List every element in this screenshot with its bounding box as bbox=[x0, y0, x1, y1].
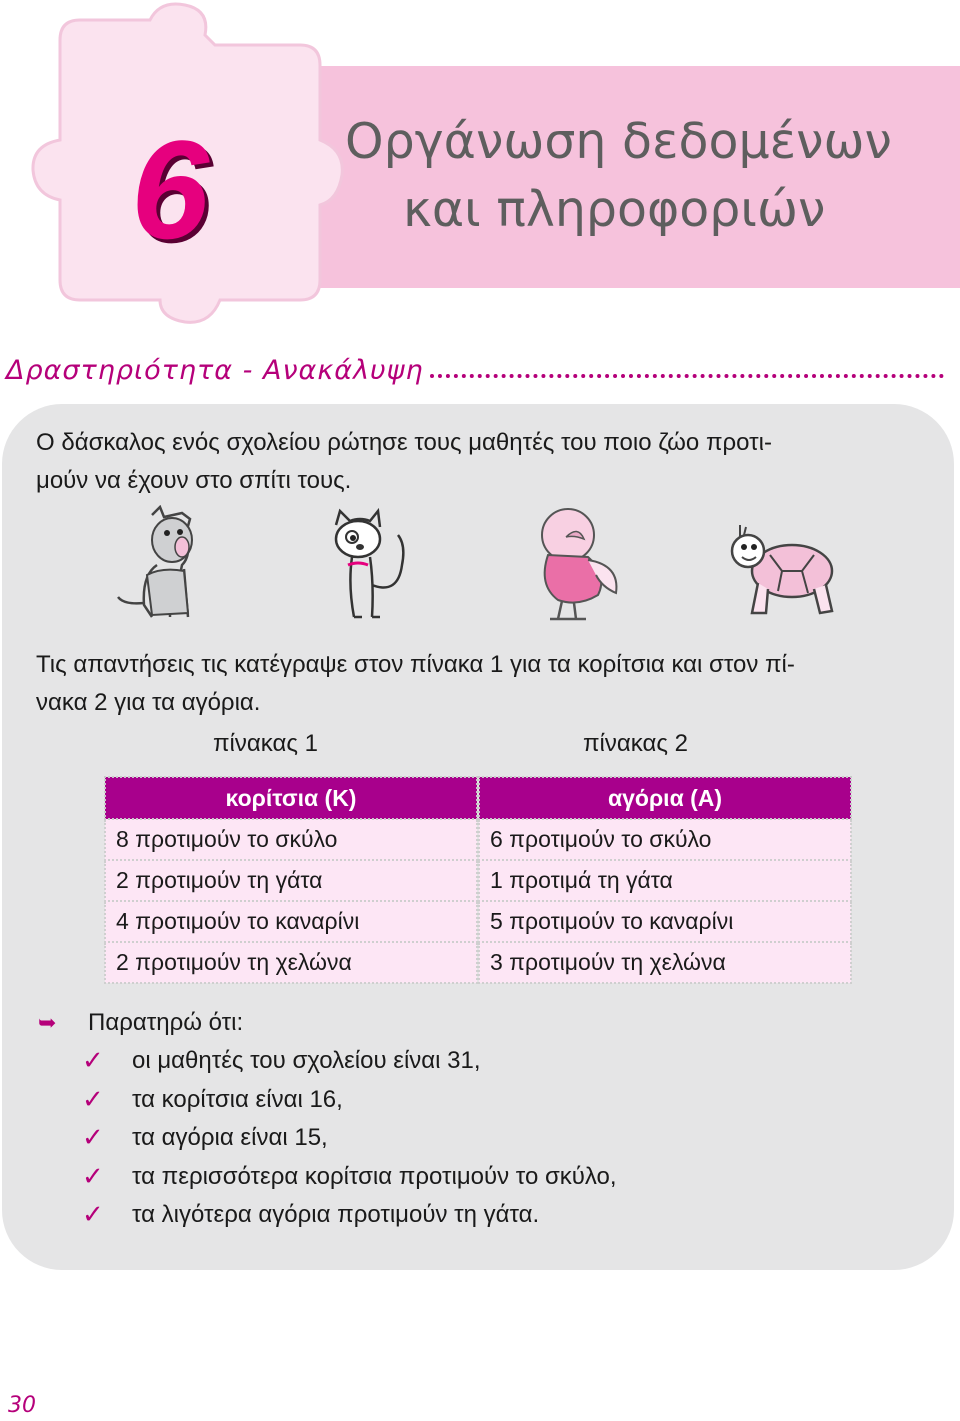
chapter-title bbox=[345, 108, 945, 244]
table-girls bbox=[104, 776, 478, 984]
list-item bbox=[38, 1081, 617, 1120]
table-cell: 5 προτιμούν το καναρίνι bbox=[479, 901, 851, 942]
table-row bbox=[105, 901, 477, 942]
list-item bbox=[38, 1158, 617, 1197]
table-cell: 3 προτιμούν τη χελώνα bbox=[479, 942, 851, 983]
table-row bbox=[479, 901, 851, 942]
table-row bbox=[105, 860, 477, 901]
chapter-title-line-1: Οργάνωση δεδομένων bbox=[345, 113, 892, 170]
table-row bbox=[479, 860, 851, 901]
activity-dotted-rule bbox=[430, 373, 944, 378]
activity-heading bbox=[6, 346, 956, 386]
records-line-2: νακα 2 για τα αγόρια. bbox=[36, 689, 261, 716]
chapter-number: 6 bbox=[131, 111, 209, 268]
list-item-text: τα λιγότερα αγόρια προτιμούν τη γάτα. bbox=[132, 1201, 540, 1229]
table-row bbox=[105, 819, 477, 860]
observations-heading-row bbox=[38, 1004, 617, 1042]
check-icon: ✓ bbox=[82, 1200, 104, 1231]
list-item-text: τα κορίτσια είναι 16, bbox=[132, 1085, 343, 1113]
records-line-1: Τις απαντήσεις τις κατέγραψε στον πίνακα 1 για τα κορίτσια και στον πί- bbox=[36, 651, 795, 678]
intro-line-2: μούν να έχουν στο σπίτι τους. bbox=[36, 467, 352, 494]
table-1-caption: πίνακας 1 bbox=[213, 730, 318, 757]
table-boys-header: αγόρια (Α) bbox=[479, 777, 851, 819]
table-2-caption: πίνακας 2 bbox=[583, 730, 688, 757]
dog-icon bbox=[112, 505, 222, 625]
table-cell: 6 προτιμούν το σκύλο bbox=[479, 819, 851, 860]
table-row bbox=[479, 819, 851, 860]
table-cell: 2 προτιμούν τη χελώνα bbox=[105, 942, 477, 983]
table-row bbox=[105, 942, 477, 983]
table-cell: 1 προτιμά τη γάτα bbox=[479, 860, 851, 901]
check-icon: ✓ bbox=[82, 1161, 104, 1192]
chapter-title-line-2: και πληροφοριών bbox=[403, 181, 826, 238]
observations-list bbox=[38, 1042, 617, 1235]
arrow-right-icon: ➥ bbox=[38, 1010, 57, 1035]
list-item-text: οι μαθητές του σχολείου είναι 31, bbox=[132, 1047, 481, 1075]
observations bbox=[38, 1004, 617, 1235]
check-icon: ✓ bbox=[82, 1046, 104, 1077]
list-item bbox=[38, 1196, 617, 1235]
check-icon: ✓ bbox=[82, 1084, 104, 1115]
table-row bbox=[479, 942, 851, 983]
table-girls-header: κορίτσια (Κ) bbox=[105, 777, 477, 819]
activity-label: Δραστηριότητα - Ανακάλυψη bbox=[6, 355, 424, 386]
turtle-icon bbox=[722, 505, 842, 625]
list-item bbox=[38, 1042, 617, 1081]
list-item-text: τα περισσότερα κορίτσια προτιμούν το σκύλο, bbox=[132, 1162, 617, 1190]
table-cell: 2 προτιμούν τη γάτα bbox=[105, 860, 477, 901]
records-paragraph bbox=[36, 646, 795, 722]
page-number: 30 bbox=[8, 1393, 36, 1418]
observations-heading: Παρατηρώ ότι: bbox=[88, 1009, 244, 1036]
canary-icon bbox=[528, 505, 628, 625]
cat-icon bbox=[318, 505, 418, 625]
table-boys bbox=[478, 776, 852, 984]
list-item-text: τα αγόρια είναι 15, bbox=[132, 1124, 328, 1152]
table-cell: 4 προτιμούν το καναρίνι bbox=[105, 901, 477, 942]
intro-paragraph bbox=[36, 424, 772, 500]
check-icon: ✓ bbox=[82, 1123, 104, 1154]
intro-line-1: Ο δάσκαλος ενός σχολείου ρώτησε τους μαθητές του ποιο ζώο προτι- bbox=[36, 429, 772, 456]
table-cell: 8 προτιμούν το σκύλο bbox=[105, 819, 477, 860]
list-item bbox=[38, 1119, 617, 1158]
animal-illustrations bbox=[0, 505, 960, 635]
